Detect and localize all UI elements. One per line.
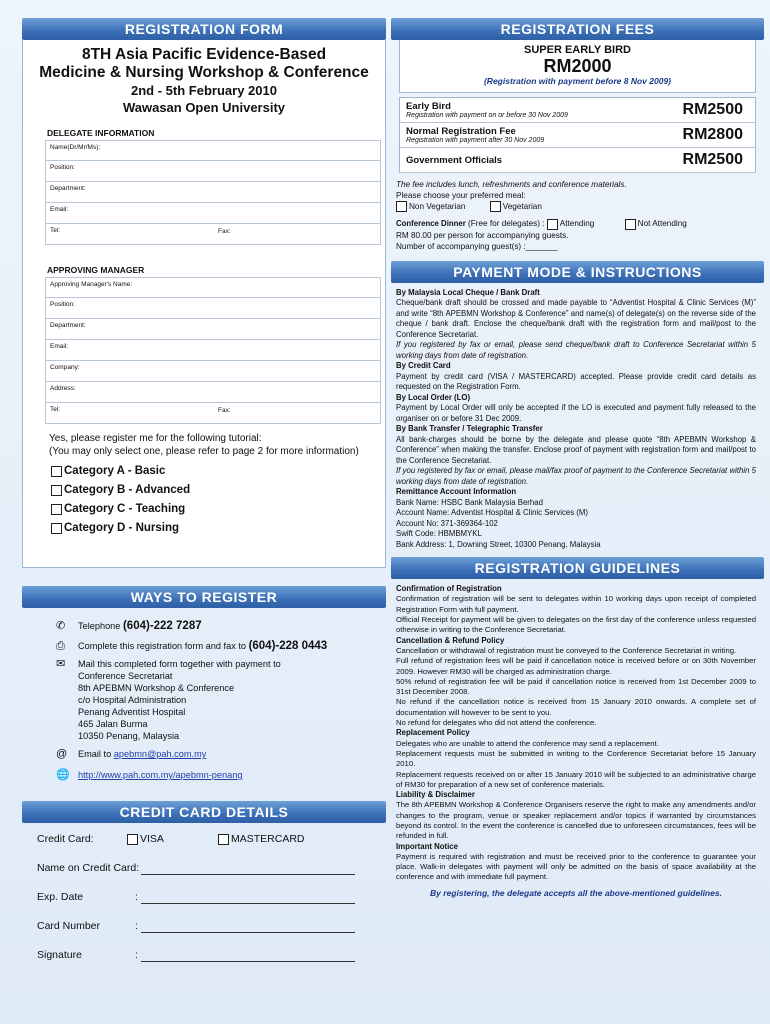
super-early-bird-amount: RM2000 bbox=[543, 56, 612, 76]
telephone-number: (604)-222 7287 bbox=[122, 620, 202, 632]
mail-row bbox=[56, 658, 386, 742]
delegate-department-field[interactable]: Department: bbox=[45, 182, 381, 203]
mastercard-option[interactable]: MASTERCARD bbox=[218, 833, 305, 845]
non-vegetarian-option[interactable]: Non Vegetarian bbox=[396, 202, 465, 211]
approving-manager-label: APPROVING MANAGER bbox=[47, 265, 145, 275]
category-a-checkbox[interactable] bbox=[51, 466, 62, 477]
category-d-checkbox[interactable] bbox=[51, 523, 62, 534]
category-c-option[interactable]: Category C - Teaching bbox=[51, 503, 385, 515]
manager-tel-field[interactable]: Tel: Fax: bbox=[45, 403, 381, 424]
signature-row: Signature : bbox=[37, 949, 386, 978]
category-c-checkbox[interactable] bbox=[51, 504, 62, 515]
fee-table bbox=[399, 97, 756, 173]
registration-fees-banner: REGISTRATION FEES bbox=[391, 18, 764, 40]
delegate-fax-label: Fax: bbox=[218, 228, 231, 235]
phone-icon: ✆ bbox=[56, 620, 66, 632]
tutorial-instructions: Yes, please register me for the following tutorial: (You may only select one, please refer to page 2 for more information) bbox=[49, 433, 359, 457]
exp-date-line[interactable] bbox=[141, 891, 355, 904]
credit-card-banner: CREDIT CARD DETAILS bbox=[22, 801, 386, 823]
title-line-2: Medicine & Nursing Workshop & Conference bbox=[39, 64, 369, 81]
category-a-option[interactable]: Category A - Basic bbox=[51, 465, 385, 477]
payment-instructions: By Malaysia Local Cheque / Bank Draft Cheque/bank draft should be crossed and made payable to “Adventist Hospital & Clinic Services (M)” and write “8th APEBMN Workshop & Conference” and name(s) of delegate(s) on the reverse side of the cheque / bank draft. Enclose the cheque/bank draft with the registration form and mail/post to the Conference Secretariat. If you registered by fax or email, please send cheque/bank draft to Conference Secretariat within 5 working days from date of registration. By Credit Card Payment by credit card (VISA / MASTERCARD) accepted. Please provide credit card details as requested on the Registration Form. By Local Order (LO) Payment by Local Order will only be accepted if the LO is executed and payment fully released to the organiser on or before 31 Dec 2009. By Bank Transfer / Telegraphic Transfer All bank-charges should be borne by the delegate and please quote “8th APEBMN Workshop & Conference” when making the transfer. Enclose proof of payment with registration form and mail/post to the Conference Secretariat. If you registered by fax or email, please mail/fax proof of payment to the Conference Secretariat within 5 working days from date of registration. Remittance Account Information Bank Name: HSBC Bank Malaysia Berhad Account Name: Adventist Hospital & Clinic Services (M) Account No: 371-369364-102 Swift Code: HBMBMYKL Bank Address: 1, Downing Street, 10300 Penang, Malaysia bbox=[396, 287, 756, 549]
event-venue: Wawasan Open University bbox=[122, 100, 286, 115]
title-line-1: 8TH Asia Pacific Evidence-Based bbox=[81, 46, 327, 63]
guidelines-banner: REGISTRATION GUIDELINES bbox=[391, 557, 764, 579]
fax-icon: ⎙ bbox=[56, 640, 65, 652]
super-early-bird-box: SUPER EARLY BIRD RM2000 (Registration with payment before 8 Nov 2009) bbox=[399, 40, 756, 93]
fax-row: ⎙ Complete this registration form and fax to (604)-228 0443 bbox=[56, 640, 328, 652]
not-attending-option[interactable]: Not Attending bbox=[625, 219, 687, 228]
credit-card-details bbox=[22, 823, 386, 978]
manager-position-field[interactable]: Position: bbox=[45, 298, 381, 319]
fax-number: (604)-228 0443 bbox=[248, 640, 328, 652]
telephone-row: ✆ Telephone (604)-222 7287 bbox=[56, 620, 202, 632]
exp-date-row: Exp. Date : bbox=[37, 891, 386, 920]
card-type-row: Credit Card: VISA MASTERCARD bbox=[37, 833, 305, 845]
registration-form-banner: REGISTRATION FORM bbox=[22, 18, 386, 40]
url-row bbox=[56, 769, 386, 781]
fee-row-early-bird: Early Bird Registration with payment on or before 30 Nov 2009 RM2500 bbox=[400, 98, 755, 123]
category-b-option[interactable]: Category B - Advanced bbox=[51, 484, 385, 496]
manager-fax-label: Fax: bbox=[218, 407, 231, 414]
event-dates: 2nd - 5th February 2010 bbox=[131, 83, 277, 98]
email-row: @ Email to apebmn@pah.com.my bbox=[56, 748, 207, 760]
delegate-tel-field[interactable]: Tel: Fax: bbox=[45, 224, 381, 245]
name-on-card-row: Name on Credit Card: bbox=[37, 862, 386, 891]
website-link[interactable]: http://www.pah.com.my/apebmn-penang bbox=[78, 770, 243, 780]
visa-option[interactable]: VISA bbox=[127, 833, 164, 845]
meal-options bbox=[396, 201, 756, 212]
at-icon: @ bbox=[56, 748, 68, 760]
ways-to-register bbox=[22, 608, 386, 781]
manager-email-field[interactable]: Email: bbox=[45, 340, 381, 361]
event-title bbox=[23, 40, 385, 116]
globe-icon: 🌐 bbox=[56, 769, 70, 781]
registration-form-panel bbox=[22, 40, 386, 568]
mail-icon: ✉ bbox=[56, 658, 66, 670]
delegate-info-label: DELEGATE INFORMATION bbox=[47, 128, 155, 138]
right-column bbox=[391, 18, 764, 1024]
mail-address: Mail this completed form together with payment to Conference Secretariat 8th APEBMN Workshop & Conference c/o Hospital Administration Penang Adventist Hospital 465 Jalan Burma 10350 Penang, Malaysia bbox=[78, 659, 281, 741]
left-column bbox=[22, 18, 386, 1024]
manager-department-field[interactable]: Department: bbox=[45, 319, 381, 340]
ways-banner: WAYS TO REGISTER bbox=[22, 586, 386, 608]
category-b-checkbox[interactable] bbox=[51, 485, 62, 496]
manager-name-field[interactable]: Approving Manager's Name: bbox=[45, 277, 381, 298]
delegate-email-field[interactable]: Email: bbox=[45, 203, 381, 224]
manager-address-field[interactable]: Address: bbox=[45, 382, 381, 403]
category-d-option[interactable]: Category D - Nursing bbox=[51, 522, 385, 534]
name-on-card-line[interactable] bbox=[141, 862, 355, 875]
payment-banner: PAYMENT MODE & INSTRUCTIONS bbox=[391, 261, 764, 283]
delegate-position-field[interactable]: Position: bbox=[45, 161, 381, 182]
dinner-row: Conference Dinner (Free for delegates) : Attending Not Attending bbox=[396, 219, 687, 229]
fee-row-normal: Normal Registration Fee Registration with payment after 30 Nov 2009 RM2800 bbox=[400, 123, 755, 148]
fee-row-government: Government Officials RM2500 bbox=[400, 148, 755, 173]
guidelines-footer: By registering, the delegate accepts all the above-mentioned guidelines. bbox=[430, 887, 722, 898]
fee-notes: The fee includes lunch, refreshments and conference materials. Please choose your preferred meal: Non Vegetarian Vegetarian Conference Dinner (Free for delegates) : Attending Not Attending RM 80.00 per person for accompanying guests. Number of accompanying guest(s) :_______ bbox=[391, 179, 764, 252]
signature-line[interactable] bbox=[141, 949, 355, 962]
card-number-line[interactable] bbox=[141, 920, 355, 933]
guest-count[interactable]: Number of accompanying guest(s) :_______ bbox=[396, 241, 558, 251]
email-link[interactable]: apebmn@pah.com.my bbox=[113, 749, 207, 759]
registration-guidelines: Confirmation of Registration Confirmation of registration will be sent to delegates within 10 working days upon receipt of completed Registration Form with full payment. Official Receipt for payment will be given to delegates on the first day of the conference unless requested otherwise in writing to the Conference Secretariat. Cancellation & Refund Policy Cancellation or withdrawal of registration must be conveyed to the Conference Secretariat in writing. Full refund of registration fees will be paid if cancellation notice is received before or on 30th November 2009. However RM30 will be charged as administration charge. 50% refund of registration fee will be paid if cancellation notice is received from 1st December 2009 to 31st December 2008. No refund if the cancellation notice is received from 15 January 2010 onwards. A complete set of documentation will however to be sent to you. No refund for delegates who did not attend the conference. Replacement Policy Delegates who are unable to attend the conference may send a replacement. Replacement requests must be submitted in writing to the Conference Secretariat before 15 January 2010. Replacement requests received on or after 15 January 2010 will be subjected to an administrative charge of RM30 for preparation of a new set of conference materials. Liability & Disclaimer The 8th APEBMN Workshop & Conference Organisers reserve the right to make any amendments and/or changes to the program, venue or speaker replacement and/or topics if warranted by circumstances beyond its control. In the event the conference is cancelled due to unforeseen circumstances, fees will be refunded in full. Important Notice Payment is required with registration and must be received prior to the conference to guarantee your place. Walk-in delegates with payment will only be admitted on the basis of space availability at the conference and with immediate full payment. By registering, the delegate accepts all the above-mentioned guidelines. bbox=[396, 584, 756, 898]
manager-company-field[interactable]: Company: bbox=[45, 361, 381, 382]
delegate-name-field[interactable]: Name(Dr/Mr/Ms): bbox=[45, 140, 381, 161]
card-number-row: Card Number : bbox=[37, 920, 386, 949]
attending-option[interactable]: Attending bbox=[547, 219, 595, 228]
vegetarian-option[interactable]: Vegetarian bbox=[490, 202, 542, 211]
